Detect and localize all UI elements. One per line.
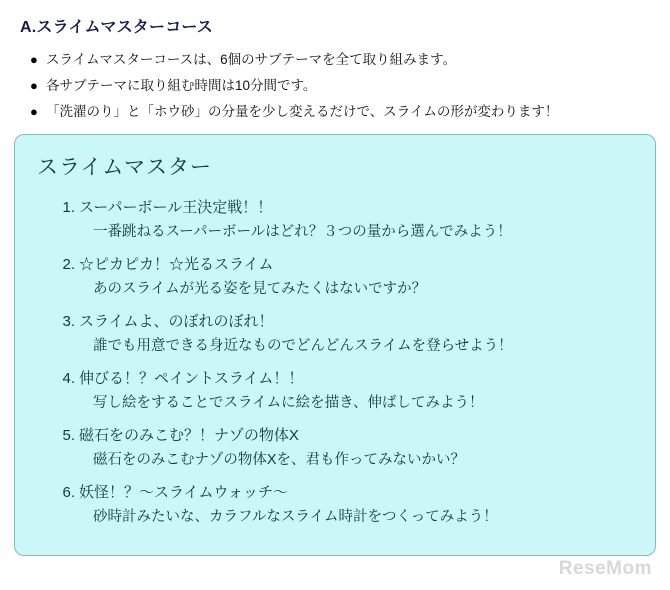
list-item (62, 366, 655, 416)
list-item (62, 195, 655, 245)
bullet-icon: ● (30, 78, 38, 93)
intro-text: スライムマスターコースは、6個のサブテーマを全て取り組みます。 (46, 52, 457, 67)
list-item (62, 252, 655, 302)
list-item (30, 73, 652, 99)
item-number: 5. (62, 427, 75, 444)
item-title: 伸びる！？ペイントスライム！！ (79, 370, 304, 387)
item-description: 砂時計みたいな、カラフルなスライム時計をつくってみよう！ (93, 509, 498, 525)
item-title: 磁石をのみこむ？！ナゾの物体X (79, 427, 299, 444)
list-item (30, 47, 652, 73)
intro-text: 「洗濯のり」と「ホウ砂」の分量を少し変えるだけで、スライムの形が変わります！ (46, 104, 559, 119)
item-title: スライムよ、のぼれのぼれ！ (79, 313, 274, 330)
item-number: 6. (62, 484, 75, 501)
list-item (62, 480, 655, 530)
list-item (62, 423, 655, 473)
item-description: あのスライムが光る姿を見てみたくはないですか？ (93, 281, 427, 297)
item-title: 妖怪！？～スライムウォッチ～ (79, 484, 288, 501)
item-description: 写し絵をすることでスライムに絵を描き、伸ばしてみよう！ (93, 395, 484, 411)
page-title: A.スライムマスターコース (20, 19, 214, 36)
item-number: 1. (62, 199, 75, 216)
panel-title: スライムマスター (37, 156, 212, 179)
item-description: 一番跳ねるスーパーボールはどれ？３つの量から選んでみよう！ (93, 224, 512, 240)
item-description: 誰でも用意できる身近なものでどんどんスライムを登らせよう！ (93, 338, 513, 354)
item-number: 4. (62, 370, 75, 387)
item-number: 2. (62, 256, 75, 273)
bullet-icon: ● (30, 52, 38, 67)
item-title: スーパーボール王決定戦！！ (79, 199, 273, 216)
item-description: 磁石をのみこむナゾの物体Xを、君も作ってみないかい？ (93, 452, 466, 468)
list-item (62, 309, 655, 359)
list-item (30, 99, 652, 125)
item-number: 3. (62, 313, 75, 330)
intro-list (18, 47, 652, 125)
subtheme-list (15, 195, 655, 530)
bullet-icon: ● (30, 104, 38, 119)
intro-text: 各サブテーマに取り組む時間は10分間です。 (46, 78, 317, 93)
item-title: ☆ピカピカ！☆光るスライム (79, 256, 274, 273)
course-panel (14, 134, 656, 556)
watermark-logo: ReseMom (558, 558, 652, 579)
